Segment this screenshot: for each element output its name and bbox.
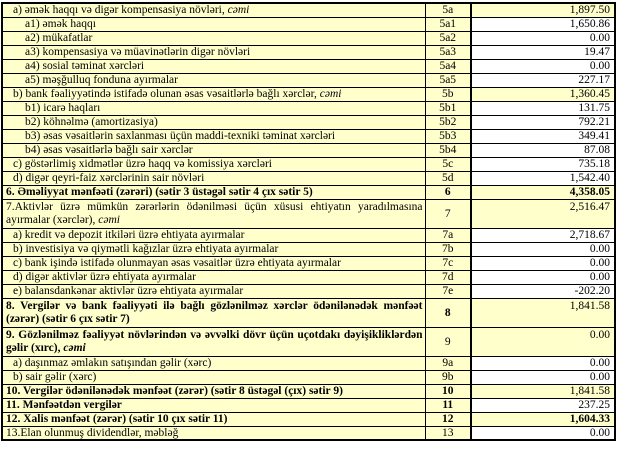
row-code-cell: 5c (425, 157, 471, 171)
row-code-cell: 13 (425, 426, 471, 440)
row-code-cell: 7b (425, 242, 471, 256)
row-code-cell: 5a4 (425, 59, 471, 73)
row-label-cell (2, 185, 425, 199)
row-label-italic-suffix: cəmi (319, 88, 342, 100)
row-label-cell (2, 228, 425, 242)
table-row (2, 199, 615, 228)
table-row (2, 31, 615, 45)
row-label-cell (2, 59, 425, 73)
row-value-cell: 19.47 (471, 45, 615, 59)
table-row (2, 143, 615, 157)
row-code-cell: 5b4 (425, 143, 471, 157)
row-label-cell (2, 327, 425, 356)
table-row (2, 87, 615, 101)
row-label-text: b4) əsas vəsaitlərlə bağlı sair xərclər (25, 144, 193, 156)
row-label-cell (2, 199, 425, 228)
row-label-cell (2, 101, 425, 115)
row-label-text: d) digər aktivlər üzrə ehtiyata ayırmalar (13, 271, 196, 283)
table-row (2, 298, 615, 327)
row-value-cell: 1,841.58 (471, 384, 615, 398)
row-label-cell (2, 270, 425, 284)
row-code-cell: 10 (425, 384, 471, 398)
row-value-cell: 237.25 (471, 398, 615, 412)
row-label-cell (2, 298, 425, 327)
row-label-text: b2) köhnəlmə (amortizasiya) (25, 116, 158, 128)
row-label-cell (2, 17, 425, 31)
table-row (2, 101, 615, 115)
row-label-cell (2, 31, 425, 45)
row-value-cell: 0.00 (471, 31, 615, 45)
row-value-cell: 792.21 (471, 115, 615, 129)
row-label-text: c) göstərlimiş xidmətlər üzrə haqq və komissiya xərcləri (13, 158, 272, 170)
row-code-cell: 5b3 (425, 129, 471, 143)
row-code-cell: 7c (425, 256, 471, 270)
row-label-cell (2, 129, 425, 143)
row-label-text: a) əmək haqqı və digər kompensasiya növləri, (13, 4, 228, 17)
row-label-cell (2, 398, 425, 412)
row-value-cell: 87.08 (471, 143, 615, 157)
table-row (2, 3, 615, 17)
row-code-cell: 5d (425, 171, 471, 185)
row-code-cell: 9 (425, 327, 471, 356)
row-label-text: e) balansdankənar aktivlər üzrə ehtiyata ayırmalar (13, 285, 244, 297)
table-body (2, 3, 615, 440)
table-row (2, 370, 615, 384)
row-value-cell: 227.17 (471, 73, 615, 87)
row-value-cell: 2,718.67 (471, 228, 615, 242)
table-row (2, 115, 615, 129)
income-statement-table (1, 2, 616, 441)
row-label-text: b) bank fəaliyyətində istifadə olunan əsas vəsaitlərlə bağlı xərclər, (13, 88, 320, 100)
row-code-cell: 5b2 (425, 115, 471, 129)
row-code-cell: 7 (425, 199, 471, 228)
row-label-cell (2, 87, 425, 101)
row-label-text: 8. Vergilər və bank fəaliyyəti ilə bağlı gözlənilməz xərclər ödənilənədək mənfəət (zərər) (sətir 6 çıx sətir 7) (6, 299, 423, 325)
table-row (2, 171, 615, 185)
row-code-cell: 9a (425, 356, 471, 370)
row-code-cell: 7d (425, 270, 471, 284)
row-label-cell (2, 157, 425, 171)
row-code-cell: 8 (425, 298, 471, 327)
table-row (2, 157, 615, 171)
row-code-cell: 12 (425, 412, 471, 426)
row-code-cell: 5a3 (425, 45, 471, 59)
row-value-cell: 1,650.86 (471, 17, 615, 31)
table-row (2, 384, 615, 398)
row-label-cell (2, 242, 425, 256)
row-code-cell: 5a1 (425, 17, 471, 31)
row-label-text: a) daşınmaz əmlakın satışından gəlir (xərc) (13, 357, 212, 369)
row-label-cell (2, 284, 425, 298)
row-value-cell: -202.20 (471, 284, 615, 298)
row-value-cell: 1,542.40 (471, 171, 615, 185)
row-label-cell (2, 370, 425, 384)
table-row (2, 129, 615, 143)
table-row (2, 185, 615, 199)
row-label-cell (2, 73, 425, 87)
row-value-cell: 0.00 (471, 59, 615, 73)
table-row (2, 17, 615, 31)
row-label-text: 10. Vergilər ödənilənədək mənfəət (zərər) (sətir 8 üstəgəl (çıx) sətir 9) (6, 385, 343, 397)
row-label-cell (2, 384, 425, 398)
row-value-cell: 2,516.47 (471, 199, 615, 228)
row-label-cell (2, 115, 425, 129)
table-row (2, 412, 615, 426)
row-label-cell (2, 143, 425, 157)
row-value-cell: 131.75 (471, 101, 615, 115)
row-value-cell: 4,358.05 (471, 185, 615, 199)
row-label-text: b3) əsas vəsaitlərin saxlanması üçün maddi-texniki təminat xərcləri (25, 130, 336, 142)
row-code-cell: 5a (425, 3, 471, 17)
row-label-text: a1) əmək haqqı (25, 18, 96, 30)
row-value-cell: 1,897.50 (471, 3, 615, 17)
row-label-text: a) kredit və depozit itkiləri üzrə ehtiyata ayırmalar (13, 229, 245, 241)
table-row (2, 59, 615, 73)
row-label-text: 12. Xalis mənfəət (zərər) (sətir 10 çıx sətir 11) (6, 413, 228, 425)
table-row (2, 228, 615, 242)
row-value-cell: 0.00 (471, 327, 615, 356)
row-label-cell (2, 426, 425, 440)
row-label-text: 7.Aktivlər üzrə mümkün zərərlərin ödənilməsi üçün xüsusi ehtiyatın yaradılmasına ayırmalar (xərclər), (6, 200, 423, 226)
row-label-text: a2) mükafatlar (25, 32, 93, 44)
table-row (2, 327, 615, 356)
row-code-cell: 7e (425, 284, 471, 298)
row-label-text: b1) icarə haqları (25, 102, 101, 114)
row-label-cell (2, 256, 425, 270)
row-label-text: a5) məşğulluq fonduna ayırmalar (25, 74, 178, 86)
row-value-cell: 1,604.33 (471, 412, 615, 426)
row-code-cell: 9b (425, 370, 471, 384)
row-code-cell: 5a2 (425, 31, 471, 45)
row-label-italic-suffix: cəmi (98, 213, 120, 226)
row-label-text: 13.Elan olunmuş dividendlər, məbləğ (6, 426, 179, 439)
row-code-cell: 11 (425, 398, 471, 412)
row-value-cell: 0.00 (471, 356, 615, 370)
row-label-text: d) digər qeyri-faiz xərclərinin sair növləri (13, 172, 205, 184)
row-label-italic-suffix: cəmi (227, 4, 250, 17)
table-row (2, 284, 615, 298)
row-label-text: a3) kompensasiya və müavinətlərin digər növləri (25, 46, 251, 58)
table-row (2, 270, 615, 284)
table-row (2, 242, 615, 256)
row-label-cell (2, 356, 425, 370)
row-label-cell (2, 45, 425, 59)
row-value-cell: 0.00 (471, 256, 615, 270)
row-label-text: b) investisiya və qiymətli kağızlar üzrə ehtiyata ayırmalar (13, 243, 279, 255)
row-value-cell: 0.00 (471, 426, 615, 440)
row-label-text: 11. Mənfəətdən vergilər (6, 399, 122, 411)
row-code-cell: 7a (425, 228, 471, 242)
row-label-cell (2, 412, 425, 426)
row-value-cell: 0.00 (471, 370, 615, 384)
row-label-text: b) sair gəlir (xərc) (13, 371, 97, 383)
row-label-text: 6. Əməliyyat mənfəəti (zərəri) (sətir 3 üstəgəl sətir 4 çıx sətir 5) (6, 186, 313, 198)
row-value-cell: 0.00 (471, 270, 615, 284)
row-code-cell: 6 (425, 185, 471, 199)
table-row (2, 256, 615, 270)
row-value-cell: 1,841.58 (471, 298, 615, 327)
row-value-cell: 0.00 (471, 242, 615, 256)
row-code-cell: 5b1 (425, 101, 471, 115)
row-value-cell: 349.41 (471, 129, 615, 143)
table-row (2, 73, 615, 87)
row-value-cell: 1,360.45 (471, 87, 615, 101)
row-label-text: 9. Gözlənilməz fəaliyyət növlərindən və əvvəlki dövr üçün uçotdakı dəyişikliklərdən gəlir (xırc), (6, 328, 423, 354)
table-row (2, 426, 615, 440)
row-value-cell: 735.18 (471, 157, 615, 171)
table-row (2, 398, 615, 412)
row-label-text: a4) sosial təminat xərcləri (25, 60, 145, 72)
row-label-text: c) bank işində istifadə olunmayan əsas vəsaitlər üzrə ehtiyata ayırmalar (13, 257, 341, 269)
row-label-cell (2, 3, 425, 17)
table-row (2, 356, 615, 370)
row-label-cell (2, 171, 425, 185)
row-label-italic-suffix: cəmi (63, 341, 86, 354)
row-code-cell: 5a5 (425, 73, 471, 87)
row-code-cell: 5b (425, 87, 471, 101)
table-row (2, 45, 615, 59)
